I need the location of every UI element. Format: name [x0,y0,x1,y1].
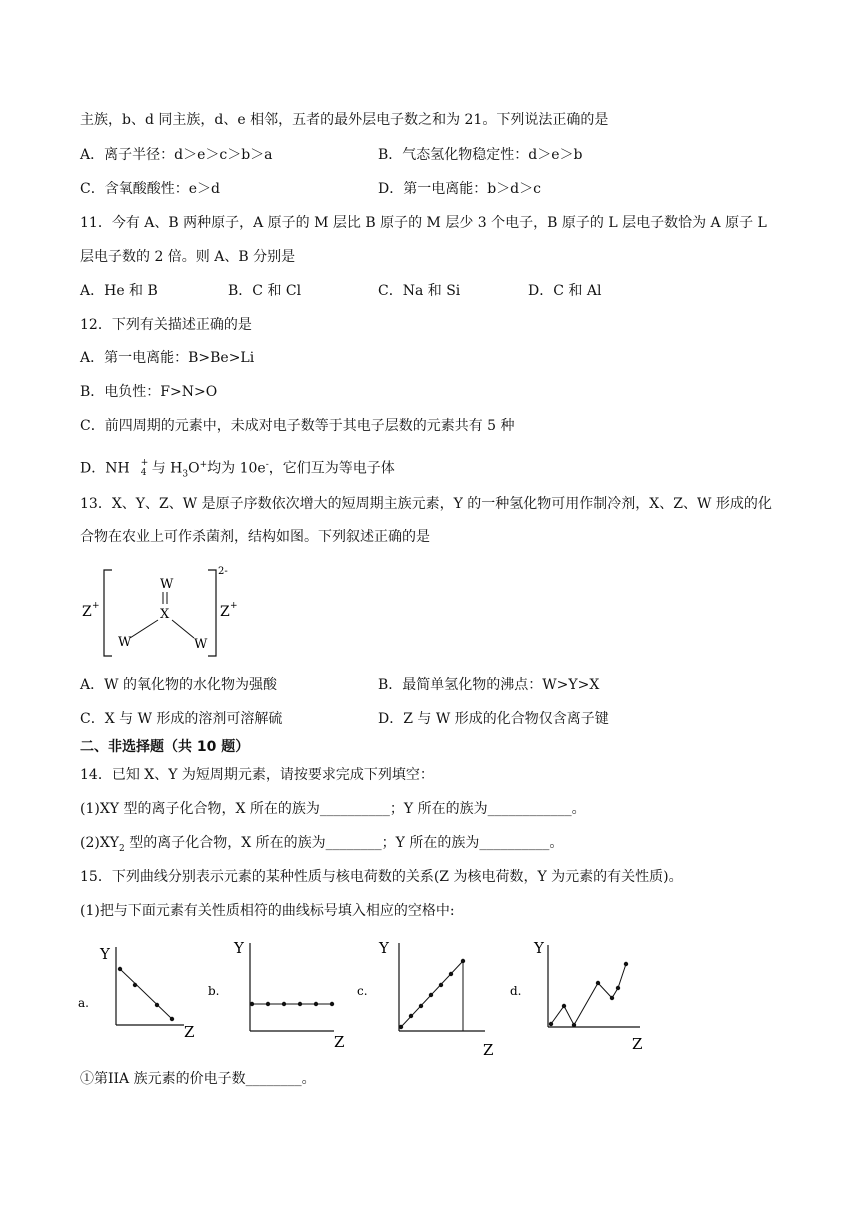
curve-chart-a [76,935,206,1040]
anion-charge: 2- [218,566,228,577]
q11-option-a: A．He 和 B [80,283,158,299]
q10-option-d: D．第一电离能：b＞d＞c [378,181,541,197]
chart-c-point [419,1004,423,1008]
chart-a-xlabel: Z [184,1023,195,1040]
q14-part1: (1)XY 型的离子化合物，X 所在的族为__________；Y 所在的族为____________。 [80,801,586,817]
chart-d-label: d. [510,984,522,998]
chart-a-point [155,1003,159,1007]
q12-stem: 12．下列有关描述正确的是 [80,317,252,333]
q12-option-c: C．前四周期的元素中，未成对电子数等于其电子层数的元素共有 5 种 [80,418,515,434]
chart-a-point [133,983,137,987]
q13-option-d: D．Z 与 W 形成的化合物仅含离子键 [378,711,609,727]
w-atom-left: W [118,635,132,650]
chart-c-point [449,972,453,976]
q13-option-a: A．W 的氧化物的水化物为强酸 [80,677,277,693]
q11-option-d: D．C 和 Al [528,283,602,299]
q11-option-c: C．Na 和 Si [378,283,461,299]
chart-d-point [562,1004,566,1008]
svg-text:+: + [230,601,238,611]
q13-option-c: C．X 与 W 形成的溶剂可溶解硫 [80,711,283,727]
bracket-left [104,570,112,656]
q15-item1: ①第IIA 族元素的价电子数________。 [80,1071,316,1087]
chart-b-point [282,1002,286,1006]
q11-option-b: B．C 和 Cl [228,283,302,299]
chart-b-point [266,1002,270,1006]
q12-option-b: B．电负性：F>N>O [80,384,218,400]
chart-b-ylabel: Y [234,939,244,957]
chart-c-label: c. [357,984,368,998]
x-atom-center: X [160,607,170,622]
bracket-right [208,570,216,656]
z-cation-right: Z [220,604,230,620]
chart-b-point [298,1002,302,1006]
curve-chart-c [355,935,505,1060]
chart-d-ylabel: Y [534,939,544,957]
q10-option-b: B．气态氢化物稳定性：d＞e＞b [378,147,583,163]
chart-d-point [549,1022,553,1026]
chart-d-point [616,986,620,990]
section-heading: 二、非选择题（共 10 题） [80,739,250,755]
q14-part2: $(2)XY_2$ 型的离子化合物，X 所在的族为________；Y 所在的族为__________。 [80,835,564,854]
chart-a-ylabel: Y [100,945,110,963]
chart-d-xlabel: Z [632,1035,643,1053]
q13-option-b: B．最简单氢化物的沸点：W>Y>X [378,677,600,693]
q12-option-d: D．NH + 4 与 $H_3O^+$均为 10e-，它们互为等电子体 [80,455,395,484]
chart-d-point [596,981,600,985]
q15-part1: (1)把与下面元素有关性质相符的曲线标号填入相应的空格中: [80,903,455,919]
ammonium-charge: + 4 [140,458,149,478]
curve-chart-d [508,935,658,1055]
chart-a-label: a. [78,996,89,1010]
chart-d-point [572,1023,576,1027]
chart-b-point [314,1002,318,1006]
q12-option-a: A．第一电离能：B>Be>Li [80,350,255,366]
q11-line1: 11．今有 A、B 两种原子，A 原子的 M 层比 B 原子的 M 层少 3 个电子，B 原子的 L 层电子数恰为 A 原子 L [80,215,767,231]
chart-d-point [610,996,614,1000]
chart-c-point [461,959,465,963]
chart-c-point [439,983,443,987]
q13-structure-diagram [78,560,258,670]
chart-c-ylabel: Y [379,939,389,957]
chart-c-point [409,1014,413,1018]
q10-option-c: C．含氧酸酸性：e＞d [80,181,220,197]
chart-c-point [429,993,433,997]
chart-b-point [330,1002,334,1006]
chart-b-label: b. [208,984,220,998]
q11-line2: 层电子数的 2 倍。则 A、B 分别是 [80,249,296,265]
w-atom-top: W [160,577,174,592]
chart-b-point [250,1002,254,1006]
q14-stem: 14．已知 X、Y 为短周期元素，请按要求完成下列填空： [80,767,434,783]
q13-line2: 合物在农业上可作杀菌剂，结构如图。下列叙述正确的是 [80,529,430,545]
chart-b-xlabel: Z [334,1033,345,1050]
chart-d-point [624,962,628,966]
chart-a-point [170,1017,174,1021]
chart-a-point [118,967,122,971]
chart-c-xlabel: Z [483,1041,494,1059]
q15-stem: 15．下列曲线分别表示元素的某种性质与核电荷数的关系(Z 为核电荷数，Y 为元素的有关性质)。 [80,869,683,885]
q10-tail: 主族，b、d 同主族，d、e 相邻，五者的最外层电子数之和为 21。下列说法正确的是 [80,112,609,128]
chart-c-point [399,1025,403,1029]
z-cation-left: Z [82,604,92,620]
q10-option-a: A．离子半径：d＞e＞c＞b＞a [80,147,273,163]
q13-line1: 13．X、Y、Z、W 是原子序数依次增大的短周期主族元素，Y 的一种氢化物可用作制冷剂，X、Z、W 形成的化 [80,496,772,512]
svg-text:+: + [92,601,100,611]
w-atom-right: W [194,637,208,652]
curve-chart-b [206,935,351,1050]
